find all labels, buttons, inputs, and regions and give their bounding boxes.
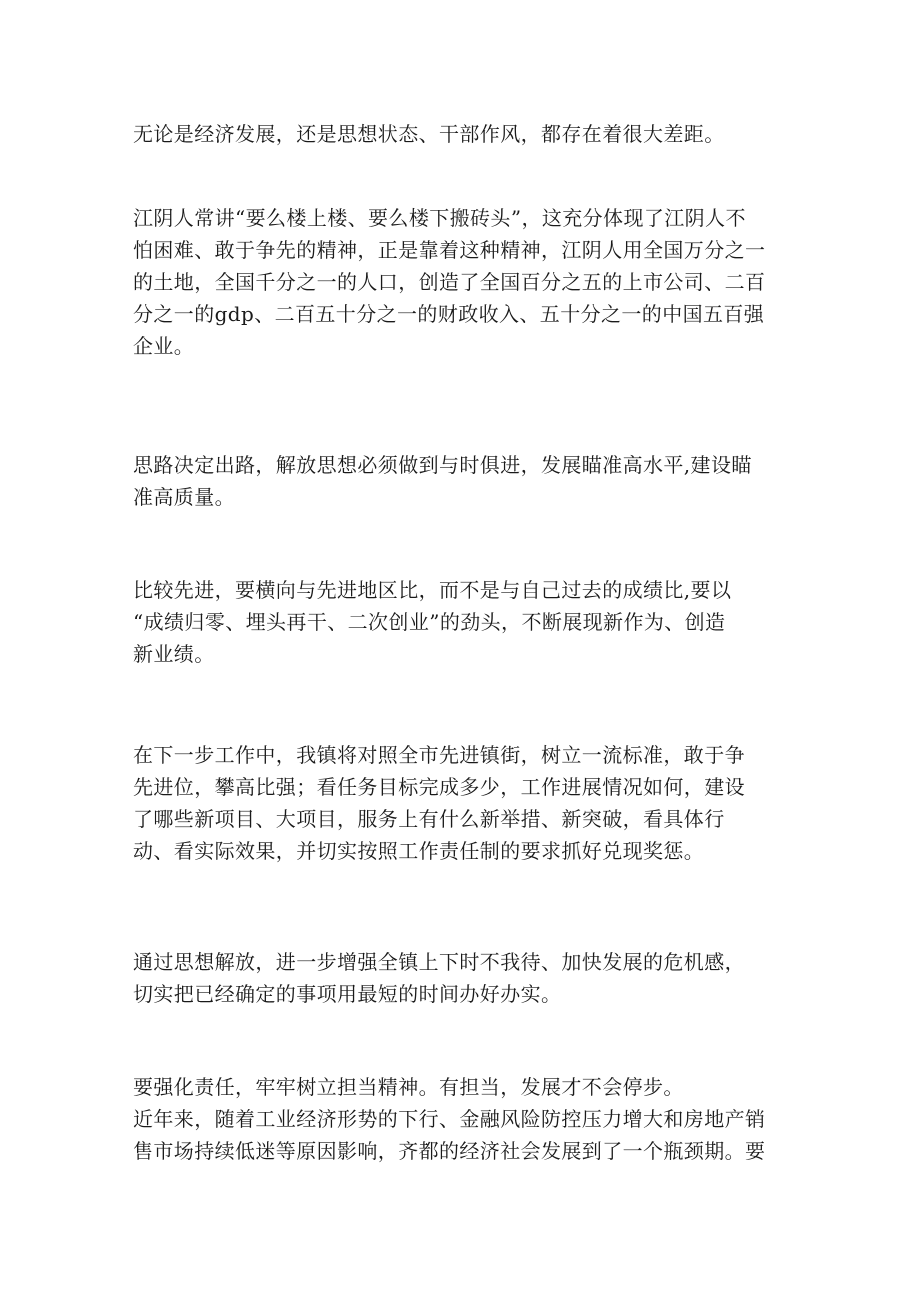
paragraph-line: 准高质量。 <box>133 485 235 509</box>
paragraph-line: 通过思想解放，进一步增强全镇上下时不我待、加快发展的危机感， <box>133 950 745 974</box>
paragraph-line: 先进位，攀高比强；看任务目标完成多少，工作进展情况如何，建设 <box>133 775 745 799</box>
paragraph-line: 无论是经济发展，还是思想状态、干部作风，都存在着很大差距。 <box>133 122 725 146</box>
paragraph-line: 江阴人常讲“要么楼上楼、要么楼下搬砖头”，这充分体现了江阴人不 <box>133 206 746 230</box>
paragraph-line: 动、看实际效果，并切实按照工作责任制的要求抓好兑现奖惩。 <box>133 839 705 863</box>
paragraph-line: 的土地，全国千分之一的人口，创造了全国百分之五的上市公司、二百 <box>133 270 766 294</box>
paragraph-line: 近年来，随着工业经济形势的下行、金融风险防控压力增大和房地产销 <box>133 1107 766 1131</box>
paragraph-line: 分之一的gdp、二百五十分之一的财政收入、五十分之一的中国五百强 <box>133 302 765 326</box>
paragraph-line: 切实把已经确定的事项用最短的时间办好办实。 <box>133 982 562 1006</box>
paragraph-line: 要强化责任，牢牢树立担当精神。有担当，发展才不会停步。 <box>133 1075 684 1099</box>
paragraph-2 <box>133 202 803 362</box>
paragraph-line: 企业。 <box>133 334 195 358</box>
paragraph-line: “成绩归零、埋头再干、二次创业”的劲头，不断展现新作为、创造 <box>133 610 726 634</box>
paragraph-line: 新业绩。 <box>133 642 215 666</box>
paragraph-line: 比较先进，要横向与先进地区比，而不是与自己过去的成绩比,要以 <box>133 578 732 602</box>
paragraph-5 <box>133 739 803 867</box>
paragraph-line: 售市场持续低迷等原因影响，齐都的经济社会发展到了一个瓶颈期。要 <box>133 1139 766 1163</box>
paragraph-line: 怕困难、敢于争先的精神，正是靠着这种精神，江阴人用全国万分之一 <box>133 238 766 262</box>
paragraph-line: 思路决定出路，解放思想必须做到与时俱进，发展瞄准高水平,建设瞄 <box>133 453 752 477</box>
paragraph-6 <box>133 946 803 1010</box>
paragraph-line: 在下一步工作中，我镇将对照全市先进镇街，树立一流标准，敢于争 <box>133 743 745 767</box>
paragraph-line: 了哪些新项目、大项目，服务上有什么新举措、新突破，看具体行 <box>133 807 725 831</box>
paragraph-7 <box>133 1071 803 1167</box>
paragraph-1 <box>133 118 803 150</box>
paragraph-3 <box>133 449 803 513</box>
paragraph-4 <box>133 574 803 670</box>
